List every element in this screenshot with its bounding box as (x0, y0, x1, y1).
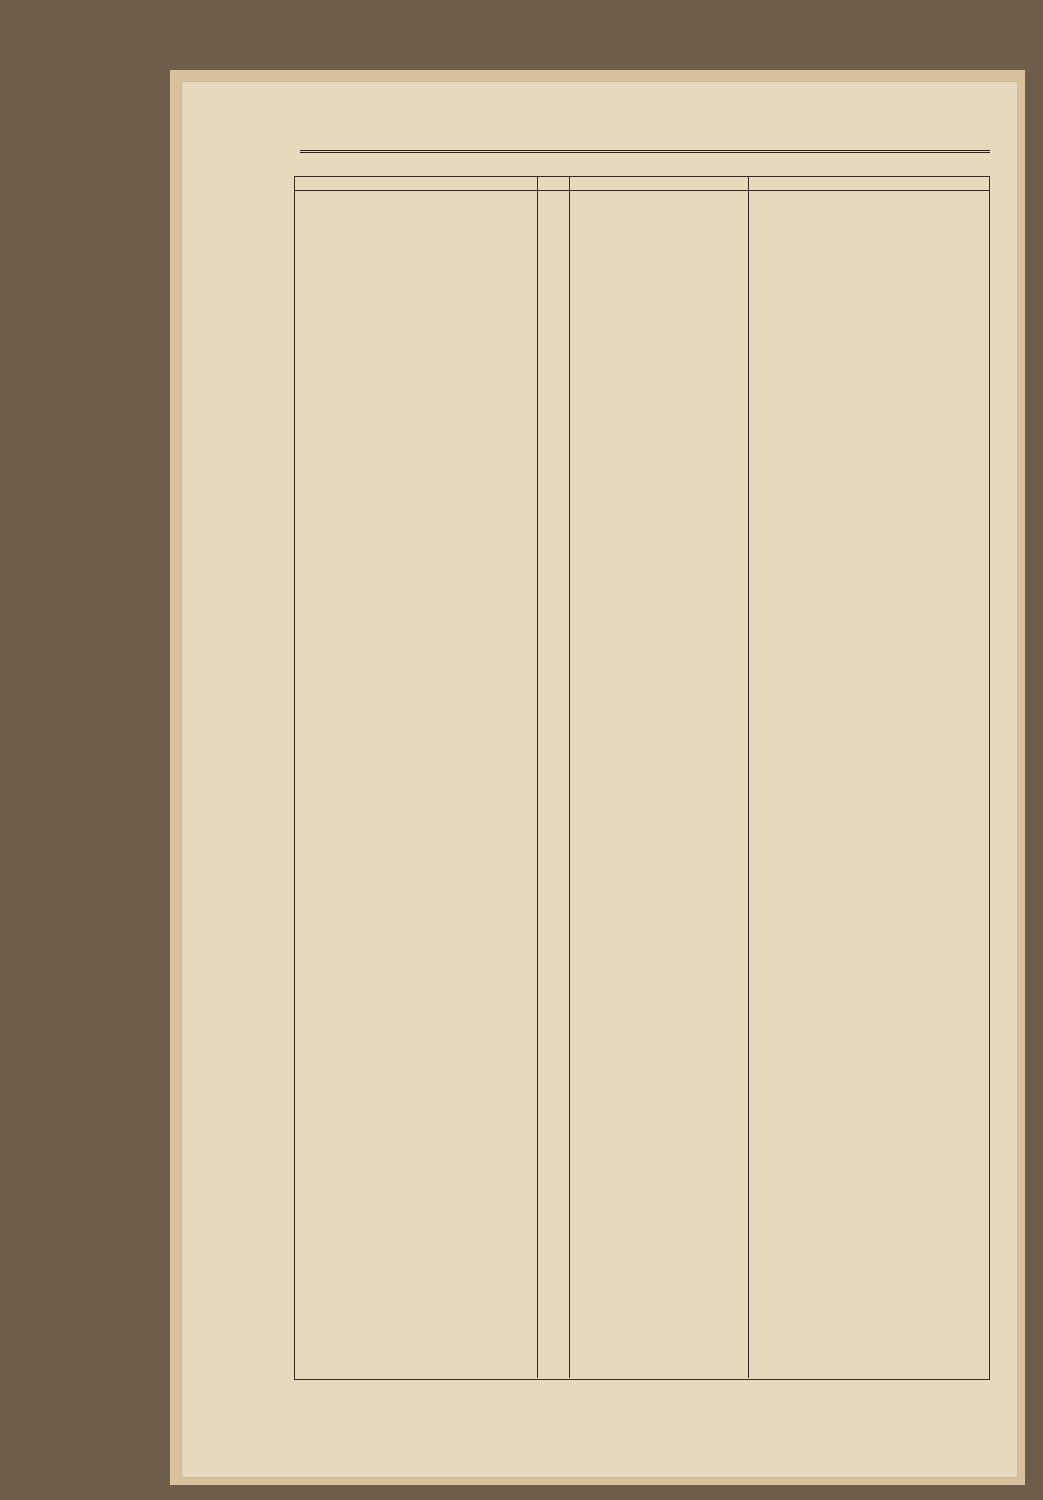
right-class-header (748, 176, 989, 191)
date-header (569, 176, 749, 191)
km-column-rule (537, 176, 538, 1378)
km-header (537, 176, 570, 191)
left-class-header (294, 176, 537, 191)
right-column-rule (748, 176, 749, 1378)
timetable-table (294, 176, 990, 1380)
station-column-rule (569, 176, 570, 1378)
route-heading (300, 150, 990, 156)
